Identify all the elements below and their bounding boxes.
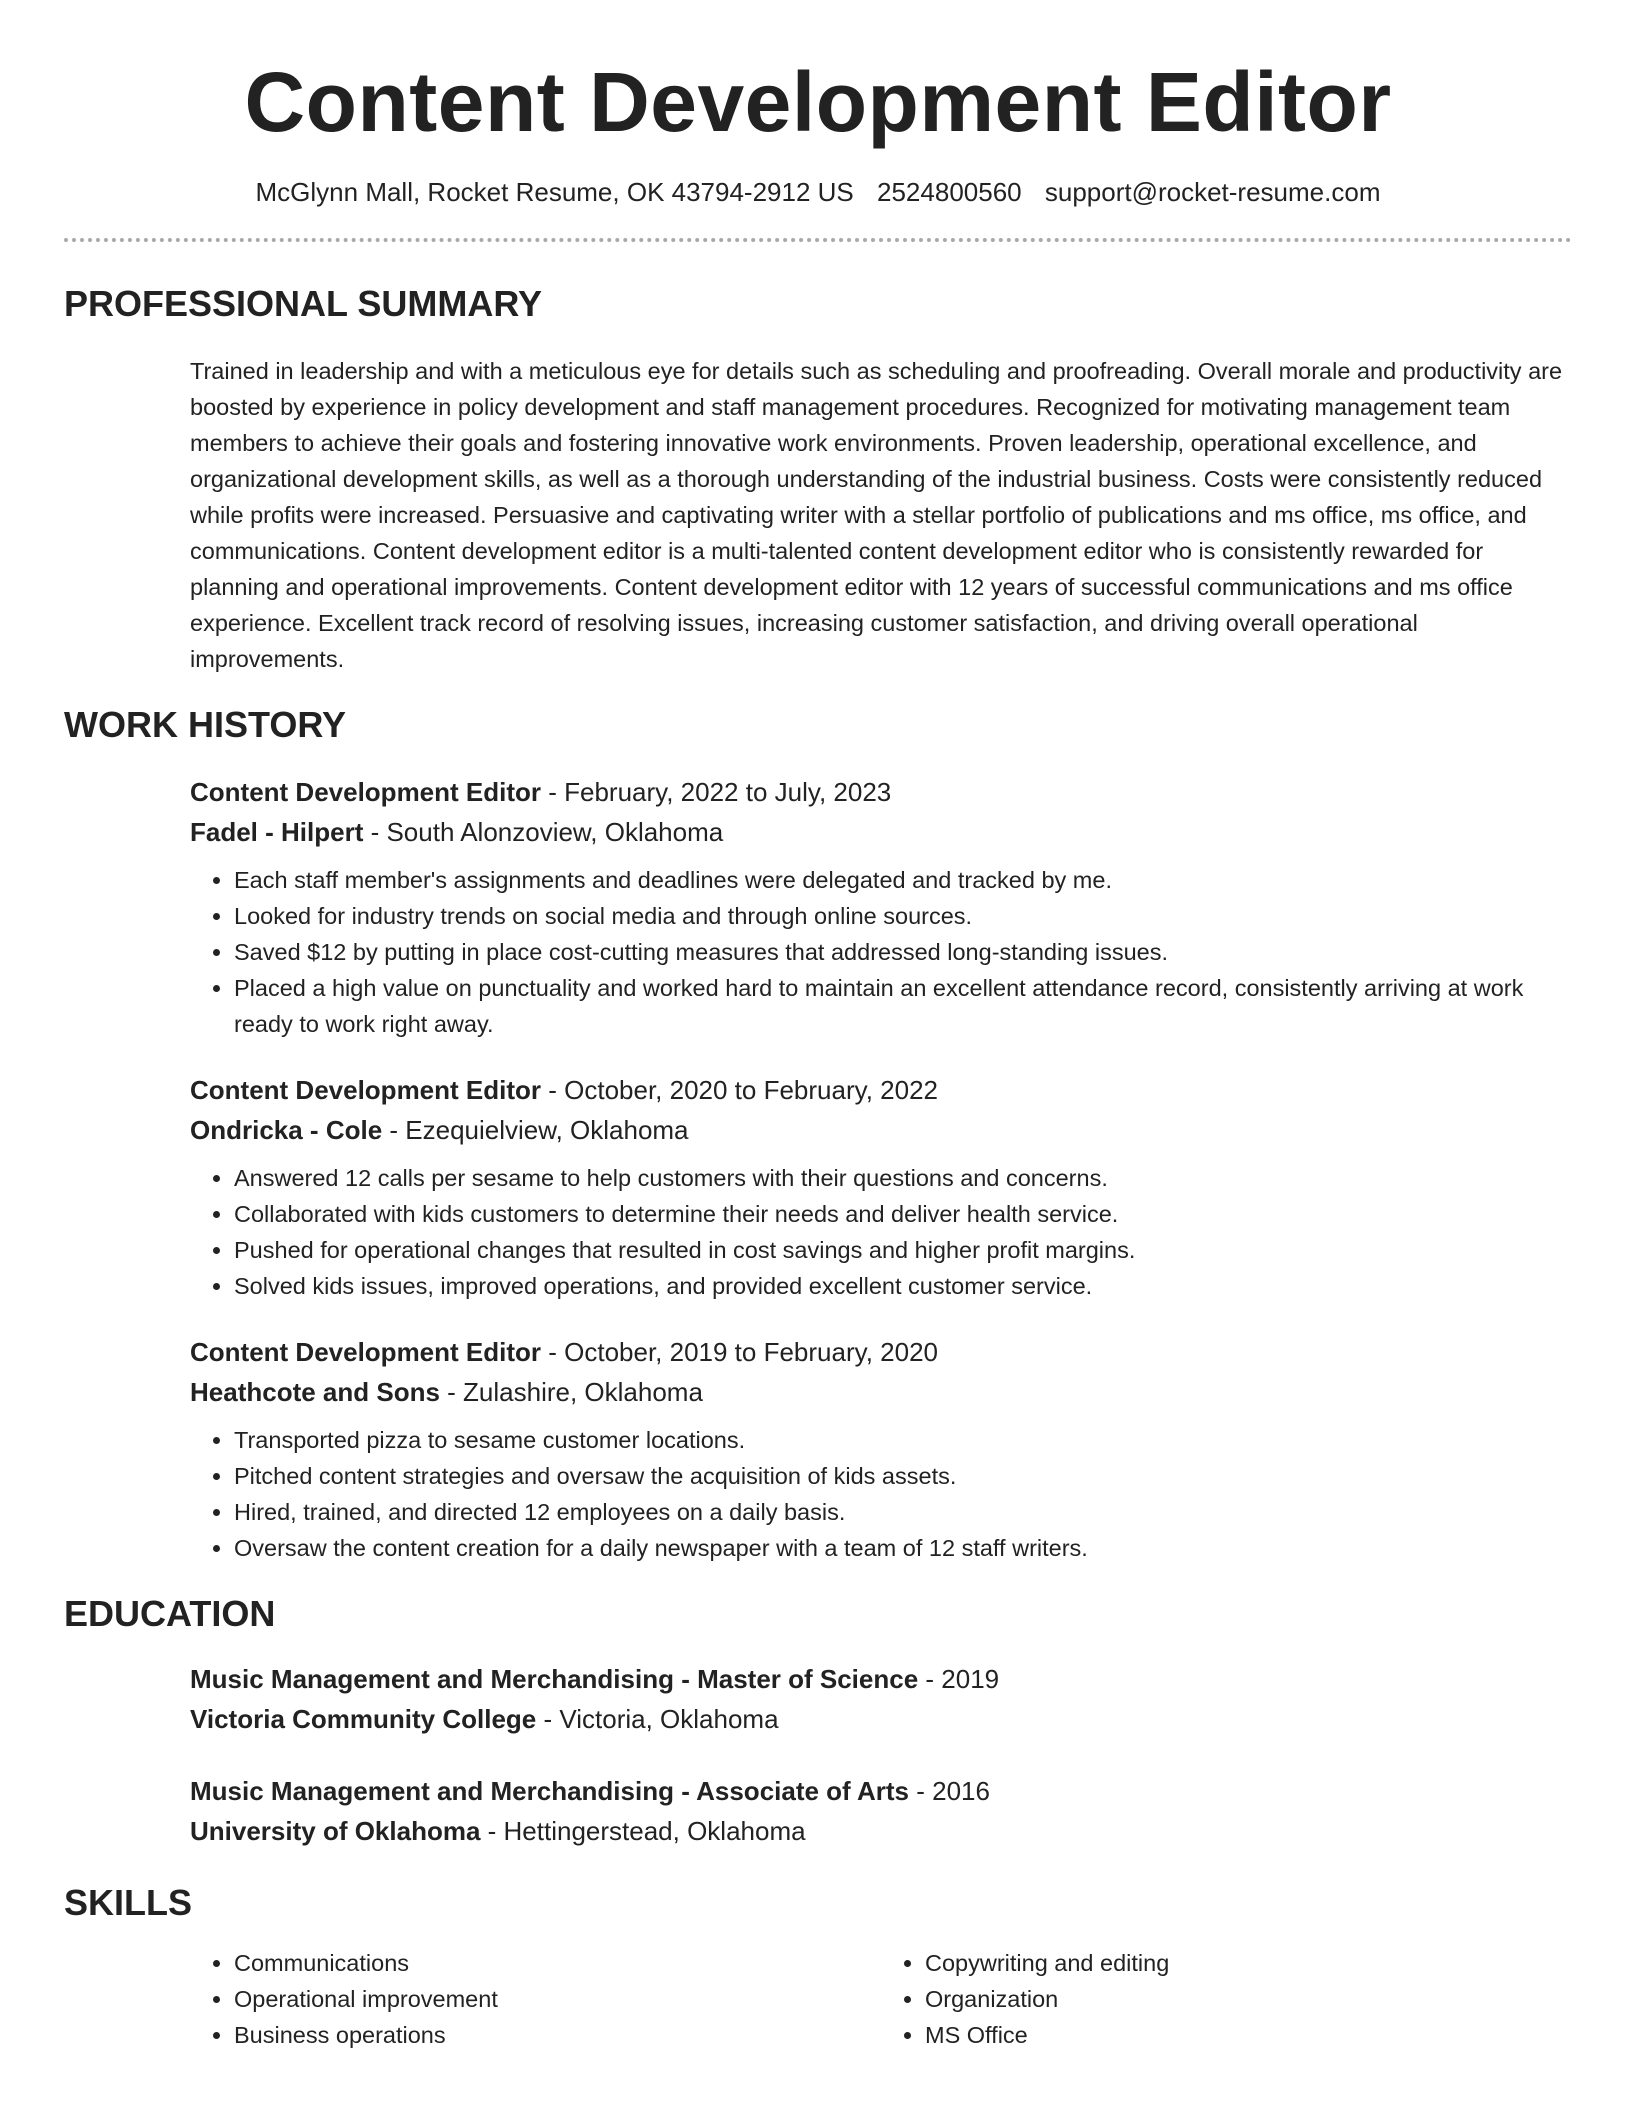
skills-columns — [190, 1945, 1572, 2053]
job-bullet: • Each staff member's assignments and deadlines were delegated and tracked by me. — [234, 862, 1572, 898]
job-dates: - October, 2020 to February, 2022 — [541, 1075, 938, 1106]
header-divider — [64, 238, 1572, 242]
job-title: Content Development Editor — [190, 777, 542, 808]
school-name: University of Oklahoma — [190, 1816, 481, 1847]
summary-section — [190, 353, 1572, 677]
job-location: - Zulashire, Oklahoma — [439, 1377, 703, 1408]
skills-right-column — [881, 1945, 1572, 2053]
job-entry — [190, 1070, 1572, 1304]
job-company: Fadel - Hilpert — [190, 817, 364, 848]
job-location: - South Alonzoview, Oklahoma — [363, 817, 724, 848]
school-location: - Hettingerstead, Oklahoma — [480, 1816, 806, 1847]
job-bullet: • Answered 12 calls per sesame to help customers with their questions and concerns. — [234, 1160, 1572, 1196]
job-dates: - October, 2019 to February, 2020 — [541, 1337, 938, 1368]
skill-item: • Copywriting and editing — [925, 1945, 1572, 1981]
job-company-line — [190, 812, 1572, 852]
contact-line — [64, 177, 1572, 208]
job-bullets — [190, 1160, 1572, 1304]
job-location: - Ezequielview, Oklahoma — [382, 1115, 689, 1146]
work-history-section — [190, 772, 1572, 1566]
summary-heading: PROFESSIONAL SUMMARY — [64, 282, 543, 324]
contact-email: support@rocket-resume.com — [1044, 176, 1381, 207]
job-bullet: • Solved kids issues, improved operations, and provided excellent customer service. — [234, 1268, 1572, 1304]
education-entry — [190, 1771, 1572, 1851]
resume-title: Content Development Editor — [244, 55, 1392, 149]
job-company: Ondricka - Cole — [190, 1115, 383, 1146]
job-entry — [190, 1332, 1572, 1566]
degree-year: - 2019 — [918, 1664, 1000, 1695]
job-bullet: • Hired, trained, and directed 12 employees on a daily basis. — [234, 1494, 1572, 1530]
work-history-heading: WORK HISTORY — [64, 703, 347, 745]
degree-line — [190, 1771, 1572, 1811]
skill-item: • Organization — [925, 1981, 1572, 2017]
education-entry — [190, 1659, 1572, 1739]
degree-name: Music Management and Merchandising - Associate of Arts — [190, 1776, 909, 1807]
job-bullet: • Looked for industry trends on social media and through online sources. — [234, 898, 1572, 934]
job-title-line — [190, 1332, 1572, 1372]
job-bullet: • Transported pizza to sesame customer locations. — [234, 1422, 1572, 1458]
job-title-line — [190, 1070, 1572, 1110]
job-bullet: • Oversaw the content creation for a daily newspaper with a team of 12 staff writers. — [234, 1530, 1572, 1566]
education-heading: EDUCATION — [64, 1593, 276, 1635]
degree-line — [190, 1659, 1572, 1699]
school-name: Victoria Community College — [190, 1704, 537, 1735]
degree-year: - 2016 — [909, 1776, 990, 1807]
skill-item: • Operational improvement — [234, 1981, 881, 2017]
job-title: Content Development Editor — [190, 1075, 542, 1106]
job-title: Content Development Editor — [190, 1337, 542, 1368]
job-company: Heathcote and Sons — [190, 1377, 440, 1408]
skill-item: • Business operations — [234, 2017, 881, 2053]
job-company-line — [190, 1372, 1572, 1412]
school-line — [190, 1811, 1572, 1851]
job-bullet: • Pushed for operational changes that resulted in cost savings and higher profit margins. — [234, 1232, 1572, 1268]
school-line — [190, 1699, 1572, 1739]
skills-left-column — [190, 1945, 881, 2053]
job-title-line — [190, 772, 1572, 812]
contact-phone: 2524800560 — [877, 176, 1022, 207]
skill-item: • Communications — [234, 1945, 881, 1981]
job-bullet: • Pitched content strategies and oversaw the acquisition of kids assets. — [234, 1458, 1572, 1494]
degree-name: Music Management and Merchandising - Master of Science — [190, 1664, 919, 1695]
job-company-line — [190, 1110, 1572, 1150]
job-bullet: • Saved $12 by putting in place cost-cutting measures that addressed long-standing issues. — [234, 934, 1572, 970]
skills-section — [190, 1945, 1572, 2053]
job-bullets — [190, 862, 1572, 1042]
resume-page — [64, 0, 1572, 2053]
job-bullet: • Placed a high value on punctuality and worked hard to maintain an excellent attendance record, consistently arriving at work ready to work right away. — [234, 970, 1572, 1042]
job-entry — [190, 772, 1572, 1042]
school-location: - Victoria, Oklahoma — [536, 1704, 779, 1735]
job-bullets — [190, 1422, 1572, 1566]
education-section — [190, 1659, 1572, 1851]
job-bullet: • Collaborated with kids customers to determine their needs and deliver health service. — [234, 1196, 1572, 1232]
skills-heading: SKILLS — [64, 1882, 193, 1924]
summary-text: Trained in leadership and with a meticulous eye for details such as scheduling and proofreading. Overall morale and productivity are boosted by experience in policy development and staff management procedures. Recognized for motivating management team members to achieve their goals and fostering innovative work environments. Proven leadership, operational excellence, and organizational development skills, as well as a thorough understanding of the industrial business. Costs were consistently reduced while profits were increased. Persuasive and captivating writer with a stellar portfolio of publications and ms office, ms office, and communications. Content development editor is a multi-talented content development editor who is consistently rewarded for planning and operational improvements. Content development editor with 12 years of successful communications and ms office experience. Excellent track record of resolving issues, increasing customer satisfaction, and driving overall operational improvements. — [190, 357, 1563, 672]
contact-address: McGlynn Mall, Rocket Resume, OK 43794-2912 US — [255, 176, 854, 207]
job-dates: - February, 2022 to July, 2023 — [541, 777, 892, 808]
skill-item: • MS Office — [925, 2017, 1572, 2053]
